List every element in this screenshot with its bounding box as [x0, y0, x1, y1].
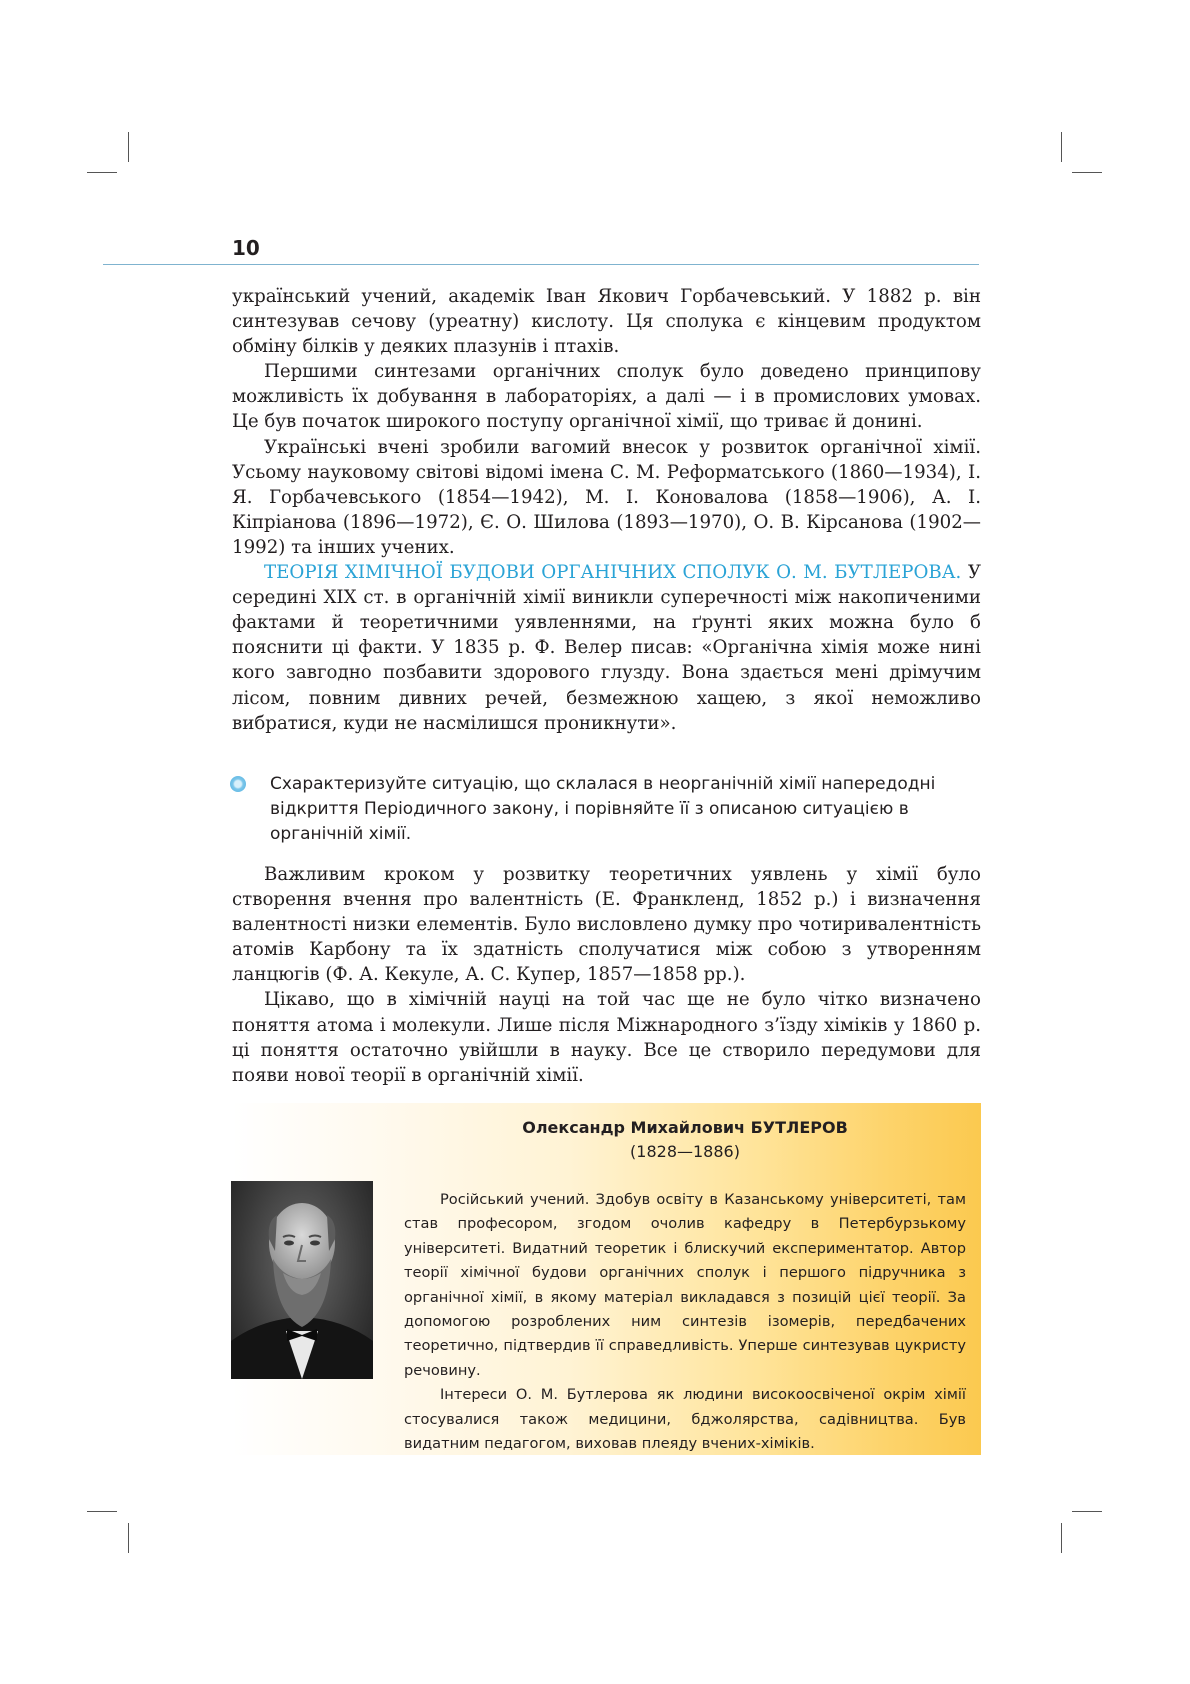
page-number: 10 [232, 236, 260, 260]
bio-years: (1828—1886) [630, 1142, 740, 1161]
bio-name: Олександр Михайлович БУТЛЕРОВ [522, 1118, 848, 1137]
crop-mark [128, 132, 129, 162]
bio-paragraph: Російський учений. Здобув освіту в Казанському університеті, там став професором, згодом очолив кафедру в Петербурзькому університеті. Видатний теоретик і блискучий експериментатор. Автор теорії хімічної будови органічних сполук і першого підручника з органічної хімії, в якому матеріал викладався з позицій цієї теорії. За допомогою розроблених ним синтезів ізомерів, передбачених теоретично, підтвердив її справедливість. Уперше синтезував цукристу речовину. [404, 1191, 966, 1379]
crop-mark [1061, 1523, 1062, 1553]
paragraph: Цікаво, що в хімічній науці на той час ще не було чітко визначено поняття атома і молекули. Лише після Міжнародного з’їзду хіміків у 1860 р. ці поняття остаточно увійшли в науку. Все це створило передумови для появи нової теорії в органічній хімії. [232, 989, 981, 1086]
bio-text [404, 1188, 966, 1456]
bio-paragraph: Інтереси О. М. Бутлерова як людини високоосвіченої окрім хімії стосувалися також медицини, бджолярства, садівництва. Був видатним педагогом, виховав плеяду вчених-хіміків. [404, 1386, 966, 1453]
paragraph-text: У середині XIX ст. в органічній хімії виникли суперечності між накопиченими фактами й теоретичними уявленнями, на ґрунті яких можна було б пояснити ці факти. У 1835 р. Ф. Велер писав: «Органічна хімія може нині кого завгодно позбавити здорового глузду. Вона здається мені дрімучим лісом, повним дивних речей, безмежною хащею, з якої неможливо вибратися, куди не насмілишся проникнути». [232, 562, 981, 734]
paragraph: Українські вчені зробили вагомий внесок у розвиток органічної хімії. Усьому науковому світові відомі імена С. М. Реформатського (1860—1934), І. Я. Горбачевського (1854—1942), М. І. Коновалова (1858—1906), А. І. Кіпріанова (1896—1972), Є. О. Шилова (1893—1970), О. В. Кірсанова (1902—1992) та інших учених. [232, 436, 981, 558]
portrait-drawing [231, 1181, 373, 1379]
paragraph: український учений, академік Іван Якович Горбачевський. У 1882 р. він синтезував сечову (уреатну) кислоту. Ця сполука є кінцевим продуктом обміну білків у деяких плазунів і птахів. [232, 286, 981, 358]
main-text-bottom [232, 862, 981, 1088]
crop-mark [1072, 172, 1102, 173]
question-text: Схарактеризуйте ситуацію, що склалася в неорганічній хімії напередодні відкриття Періодичного закону, і порівняйте її з описаною ситуацією в органічній хімії. [270, 774, 936, 844]
crop-mark [1061, 132, 1062, 162]
crop-mark [1072, 1511, 1102, 1512]
section-heading: ТЕОРІЯ ХІМІЧНОЇ БУДОВИ ОРГАНІЧНИХ СПОЛУК О. М. БУТЛЕРОВА. [264, 562, 962, 584]
paragraph: Важливим кроком у розвитку теоретичних уявлень у хімії було створення вчення про валентність (Е. Франкленд, 1852 р.) і визначення валентності низки елементів. Було висловлено думку про чотиривалентність атомів Карбону та їх здатність сполучатися між собою з утворенням ланцюгів (Ф. А. Кекуле, А. С. Купер, 1857—1858 рр.). [232, 864, 981, 986]
paragraph: Першими синтезами органічних сполук було доведено принципову можливість їх добування в лабораторіях, а далі — і в промислових умовах. Це був початок широкого поступу органічної хімії, що триває й донині. [232, 361, 981, 433]
question-bullet-icon [230, 776, 246, 792]
crop-mark [128, 1523, 129, 1553]
crop-mark [87, 1511, 117, 1512]
crop-mark [87, 172, 117, 173]
main-text-top [232, 284, 981, 736]
portrait-image [231, 1181, 373, 1379]
paragraph-with-heading [232, 560, 981, 736]
question-block [232, 772, 981, 847]
header-rule [103, 264, 979, 265]
